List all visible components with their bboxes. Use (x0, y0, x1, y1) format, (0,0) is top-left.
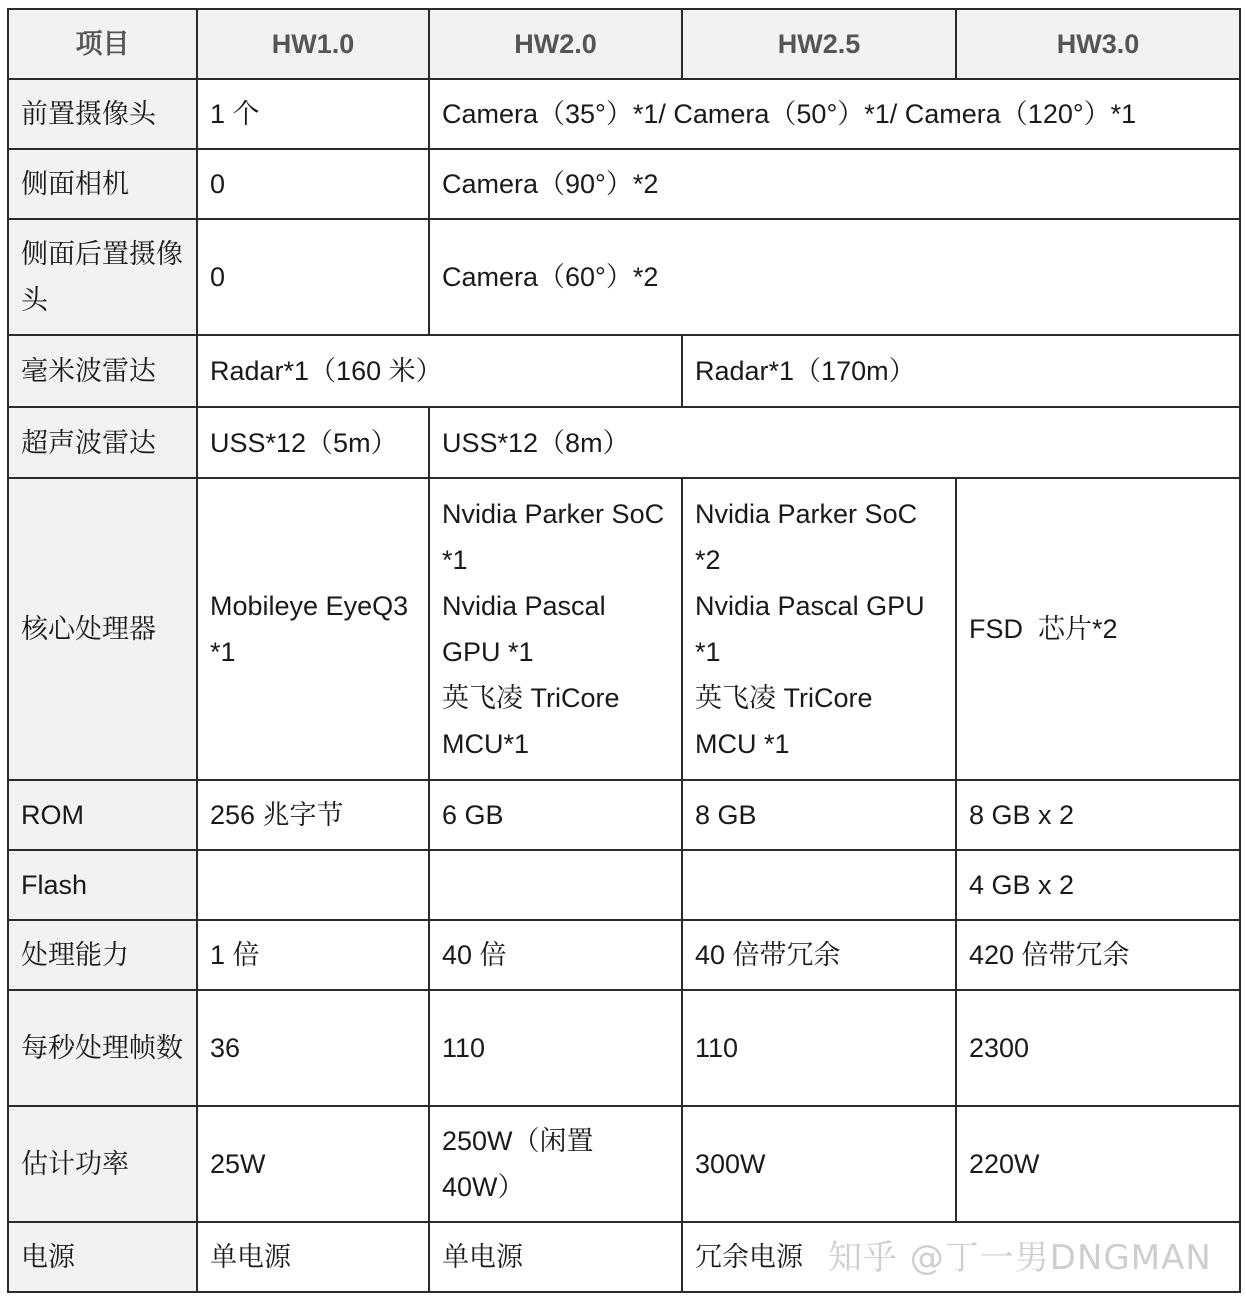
cell-hw10: 256 兆字节 (197, 780, 429, 850)
cell-hw10: 36 (197, 990, 429, 1106)
cell-hw10: 单电源 (197, 1222, 429, 1292)
table-row (8, 79, 1240, 149)
cell-hw20: 6 GB (429, 780, 682, 850)
table-row (8, 478, 1240, 780)
cell-hw30: 420 倍带冗余 (956, 920, 1240, 990)
cell-hw10: 1 倍 (197, 920, 429, 990)
cell-hw25: 8 GB (682, 780, 956, 850)
cell-line: GPU *1 (442, 637, 534, 667)
header-hw20: HW2.0 (429, 9, 682, 79)
cell-hw25 (682, 478, 956, 780)
table-row (8, 990, 1240, 1106)
spec-table (7, 8, 1241, 1293)
cell-hw10 (197, 850, 429, 920)
cell-line: 250W（闲置 (442, 1126, 594, 1156)
table-row (8, 149, 1240, 219)
cell-line: 英飞凌 TriCore (695, 683, 873, 713)
row-label: 超声波雷达 (8, 407, 197, 478)
cell-hw10: 0 (197, 149, 429, 219)
row-label: 侧面相机 (8, 149, 197, 219)
cell-hw10-20: Radar*1（160 米） (197, 335, 682, 407)
header-hw10: HW1.0 (197, 9, 429, 79)
cell-hw30: 4 GB x 2 (956, 850, 1240, 920)
row-label: 侧面后置摄像头 (8, 219, 197, 335)
cell-hw30: FSD 芯片*2 (956, 478, 1240, 780)
table-row (8, 335, 1240, 407)
cell-hw25: 40 倍带冗余 (682, 920, 956, 990)
cell-line: MCU*1 (442, 729, 530, 759)
header-hw30: HW3.0 (956, 9, 1240, 79)
cell-hw20: 40 倍 (429, 920, 682, 990)
table-row (8, 219, 1240, 335)
header-hw25: HW2.5 (682, 9, 956, 79)
cell-line: Nvidia Parker SoC (695, 499, 918, 529)
cell-line: MCU *1 (695, 729, 790, 759)
row-label: Flash (8, 850, 197, 920)
cell-hw20-30: Camera（90°）*2 (429, 149, 1240, 219)
row-label: 处理能力 (8, 920, 197, 990)
table-row (8, 780, 1240, 850)
cell-line: Nvidia Pascal GPU (695, 591, 925, 621)
cell-hw30: 220W (956, 1106, 1240, 1222)
cell-hw20-30: Camera（60°）*2 (429, 219, 1240, 335)
row-label: 毫米波雷达 (8, 335, 197, 407)
cell-line: Mobileye EyeQ3 (210, 591, 409, 621)
table-row (8, 407, 1240, 478)
cell-hw10: 25W (197, 1106, 429, 1222)
cell-hw30: 8 GB x 2 (956, 780, 1240, 850)
table-header-row (8, 9, 1240, 79)
cell-hw20: 110 (429, 990, 682, 1106)
header-item: 项目 (8, 9, 197, 79)
row-label: 估计功率 (8, 1106, 197, 1222)
cell-hw20-30: USS*12（8m） (429, 407, 1240, 478)
cell-hw20 (429, 478, 682, 780)
cell-hw25-30: Radar*1（170m） (682, 335, 1240, 407)
cell-hw20 (429, 850, 682, 920)
cell-hw20 (429, 1106, 682, 1222)
watermark: 知乎 @丁一男DNGMAN (828, 1238, 1212, 1278)
cell-line: Nvidia Pascal (442, 591, 606, 621)
table-row (8, 850, 1240, 920)
cell-hw20: 单电源 (429, 1222, 682, 1292)
row-label: 电源 (8, 1222, 197, 1292)
cell-hw10: USS*12（5m） (197, 407, 429, 478)
cell-line: *1 (442, 545, 468, 575)
row-label: ROM (8, 780, 197, 850)
cell-hw10: 1 个 (197, 79, 429, 149)
row-label: 每秒处理帧数 (8, 990, 197, 1106)
cell-hw25 (682, 850, 956, 920)
cell-line: *1 (695, 637, 721, 667)
row-label: 前置摄像头 (8, 79, 197, 149)
cell-hw10: 0 (197, 219, 429, 335)
cell-line: Nvidia Parker SoC (442, 499, 665, 529)
cell-line: *1 (210, 637, 236, 667)
cell-hw30: 2300 (956, 990, 1240, 1106)
row-label: 核心处理器 (8, 478, 197, 780)
cell-line: 40W） (442, 1172, 525, 1202)
cell-hw20-30: Camera（35°）*1/ Camera（50°）*1/ Camera（120°）*1 (429, 79, 1240, 149)
cell-hw25: 冗余电源 (682, 1222, 1240, 1292)
table-row (8, 920, 1240, 990)
cell-hw25: 300W (682, 1106, 956, 1222)
table-row (8, 1106, 1240, 1222)
cell-hw10 (197, 478, 429, 780)
cell-line: 英飞凌 TriCore (442, 683, 620, 713)
cell-hw25: 110 (682, 990, 956, 1106)
cell-line: *2 (695, 545, 721, 575)
